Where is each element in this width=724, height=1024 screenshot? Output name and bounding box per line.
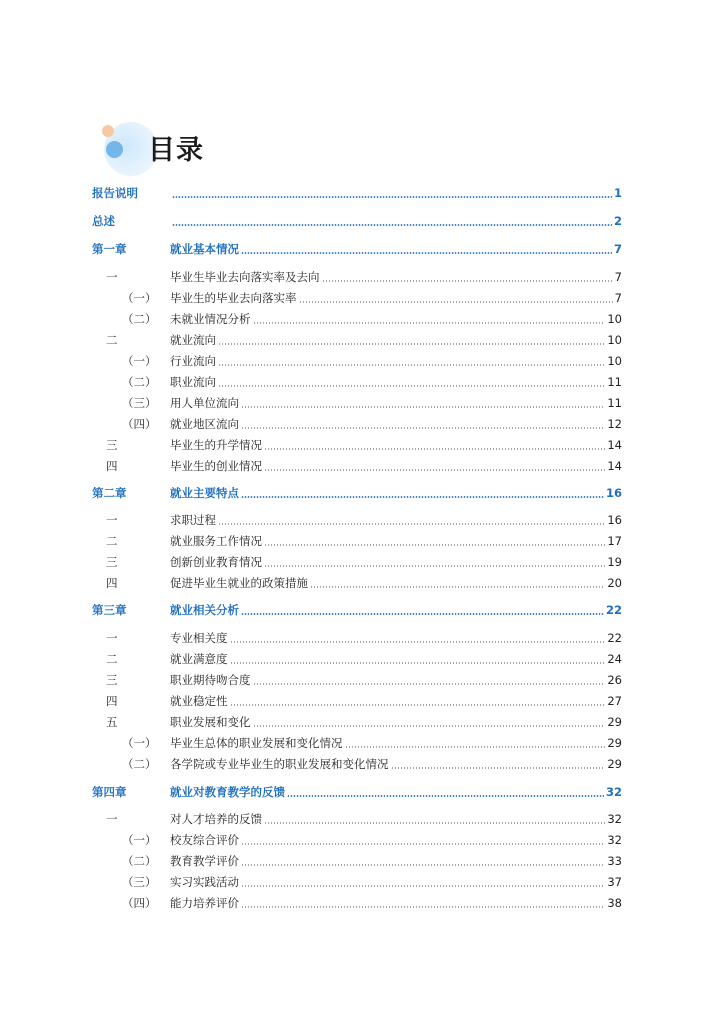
toc-page-number: 20: [607, 576, 622, 590]
toc-entry-number: （二）: [122, 854, 157, 868]
toc-entry-number: 一: [106, 513, 118, 527]
toc-page-number: 7: [614, 270, 622, 284]
toc-entry-number: 二: [106, 534, 118, 548]
toc-entry[interactable]: [0, 893, 724, 913]
toc-entry[interactable]: [0, 531, 724, 551]
toc-dot-leader: [264, 565, 605, 567]
toc-entry[interactable]: [0, 649, 724, 669]
toc-dot-leader: [241, 864, 605, 866]
toc-entry[interactable]: [0, 510, 724, 530]
toc-entry-number: 四: [106, 694, 118, 708]
toc-entry[interactable]: [0, 239, 724, 259]
toc-entry[interactable]: [0, 851, 724, 871]
toc-entry-title: 用人单位流向: [170, 396, 239, 410]
toc-entry[interactable]: [0, 552, 724, 572]
toc-entry-number: （一）: [122, 354, 157, 368]
toc-entry-title: 教育教学评价: [170, 854, 239, 868]
toc-dot-leader: [218, 523, 605, 525]
toc-entry-number: 一: [106, 270, 118, 284]
toc-dot-leader: [310, 586, 605, 588]
toc-entry-number: 三: [106, 438, 118, 452]
toc-dot-leader: [172, 224, 612, 226]
toc-entry-title: 就业主要特点: [170, 486, 239, 500]
toc-page-number: 10: [607, 312, 622, 326]
toc-page-number: 29: [607, 757, 622, 771]
toc-entry-number: （一）: [122, 736, 157, 750]
toc-dot-leader: [253, 725, 605, 727]
toc-entry-number: 报告说明: [92, 186, 138, 200]
toc-dot-leader: [241, 613, 604, 615]
toc-entry-number: 第四章: [92, 785, 127, 799]
toc-page-number: 2: [613, 214, 622, 228]
toc-entry-title: 校友综合评价: [170, 833, 239, 847]
toc-entry-number: 总述: [92, 214, 115, 228]
toc-entry-title: 毕业生毕业去向落实率及去向: [170, 270, 320, 284]
toc-entry-title: 实习实践活动: [170, 875, 239, 889]
toc-entry-number: 三: [106, 673, 118, 687]
toc-dot-leader: [391, 767, 605, 769]
toc-entry-title: 各学院或专业毕业生的职业发展和变化情况: [170, 757, 389, 771]
toc-entry[interactable]: [0, 782, 724, 802]
toc-dot-leader: [230, 641, 605, 643]
toc-dot-leader: [241, 406, 605, 408]
toc-entry[interactable]: [0, 211, 724, 231]
toc-entry-number: 三: [106, 555, 118, 569]
toc-dot-leader: [241, 906, 605, 908]
toc-dot-leader: [264, 822, 605, 824]
toc-entry[interactable]: [0, 309, 724, 329]
toc-dot-leader: [218, 343, 605, 345]
toc-entry[interactable]: [0, 830, 724, 850]
toc-entry[interactable]: [0, 330, 724, 350]
toc-entry-number: （二）: [122, 312, 157, 326]
toc-entry-title: 职业期待吻合度: [170, 673, 251, 687]
toc-entry-title: 职业发展和变化: [170, 715, 251, 729]
toc-entry-number: （二）: [122, 757, 157, 771]
toc-dot-leader: [218, 364, 605, 366]
toc-dot-leader: [218, 385, 605, 387]
toc-page-number: 22: [607, 631, 622, 645]
toc-page-number: 14: [607, 459, 622, 473]
toc-entry-title: 职业流向: [170, 375, 216, 389]
toc-dot-leader: [253, 683, 605, 685]
toc-entry-number: （二）: [122, 375, 157, 389]
toc-dot-leader: [241, 427, 605, 429]
toc-page-number: 10: [607, 333, 622, 347]
toc-page-number: 38: [607, 896, 622, 910]
toc-dot-leader: [322, 280, 613, 282]
toc-entry-number: 二: [106, 333, 118, 347]
toc-page-number: 33: [607, 854, 622, 868]
page-title: 目录: [148, 135, 204, 166]
toc-entry-number: 第二章: [92, 486, 127, 500]
toc-entry-number: 一: [106, 631, 118, 645]
toc-entry[interactable]: [0, 712, 724, 732]
toc-entry-title: 就业满意度: [170, 652, 228, 666]
toc-entry[interactable]: [0, 351, 724, 371]
toc-dot-leader: [287, 795, 604, 797]
toc-entry-title: 就业基本情况: [170, 242, 239, 256]
toc-entry-number: （三）: [122, 875, 157, 889]
toc-entry-number: （一）: [122, 291, 157, 305]
toc-page-number: 11: [607, 396, 622, 410]
toc-page-number: 12: [607, 417, 622, 431]
toc-entry[interactable]: [0, 183, 724, 203]
toc-entry-number: 四: [106, 459, 118, 473]
toc-dot-leader: [299, 301, 613, 303]
toc-dot-leader: [241, 885, 605, 887]
toc-entry-title: 就业稳定性: [170, 694, 228, 708]
toc-dot-leader: [241, 843, 605, 845]
toc-entry-title: 专业相关度: [170, 631, 228, 645]
toc-page-number: 7: [614, 291, 622, 305]
toc-entry-number: 四: [106, 576, 118, 590]
toc-dot-leader: [264, 469, 605, 471]
toc-entry-number: 第三章: [92, 603, 127, 617]
toc-entry[interactable]: [0, 288, 724, 308]
toc-page-number: 1: [613, 186, 622, 200]
toc-page-number: 24: [607, 652, 622, 666]
toc-dot-leader: [241, 496, 604, 498]
toc-page-number: 26: [607, 673, 622, 687]
toc-page-number: 19: [607, 555, 622, 569]
toc-dot-leader: [345, 746, 605, 748]
toc-page-number: 32: [607, 833, 622, 847]
toc-page-number: 16: [605, 486, 622, 500]
toc-page-number: 22: [605, 603, 622, 617]
toc-entry-title: 就业对教育教学的反馈: [170, 785, 285, 799]
toc-page-number: 16: [607, 513, 622, 527]
toc-dot-leader: [230, 704, 605, 706]
toc-entry-number: 一: [106, 812, 118, 826]
toc-entry[interactable]: [0, 754, 724, 774]
toc-entry[interactable]: [0, 628, 724, 648]
toc-entry-number: 二: [106, 652, 118, 666]
toc-page-number: 27: [607, 694, 622, 708]
toc-page-number: 32: [605, 785, 622, 799]
toc-entry[interactable]: [0, 872, 724, 892]
toc-entry-title: 求职过程: [170, 513, 216, 527]
toc-dot-leader: [264, 448, 605, 450]
toc-entry[interactable]: [0, 670, 724, 690]
toc-entry[interactable]: [0, 691, 724, 711]
toc-page-number: 29: [607, 715, 622, 729]
toc-entry[interactable]: [0, 573, 724, 593]
toc-entry-title: 就业地区流向: [170, 417, 239, 431]
toc-entry-title: 就业流向: [170, 333, 216, 347]
toc-page-number: 32: [607, 812, 622, 826]
toc-entry-number: （四）: [122, 896, 157, 910]
toc-entry-title: 促进毕业生就业的政策措施: [170, 576, 308, 590]
toc-entry-title: 对人才培养的反馈: [170, 812, 262, 826]
toc-entry[interactable]: [0, 600, 724, 620]
toc-entry-title: 创新创业教育情况: [170, 555, 262, 569]
toc-page-number: 10: [607, 354, 622, 368]
toc-page-number: 37: [607, 875, 622, 889]
toc-entry[interactable]: [0, 809, 724, 829]
toc-entry-title: 未就业情况分析: [170, 312, 251, 326]
toc-entry[interactable]: [0, 456, 724, 476]
toc-entry[interactable]: [0, 267, 724, 287]
toc-dot-leader: [241, 252, 612, 254]
toc-dot-leader: [230, 662, 605, 664]
toc-dot-leader: [172, 196, 612, 198]
toc-entry-title: 毕业生的升学情况: [170, 438, 262, 452]
toc-entry-title: 就业相关分析: [170, 603, 239, 617]
toc-entry-title: 能力培养评价: [170, 896, 239, 910]
toc-entry-number: 五: [106, 715, 118, 729]
toc-entry-title: 毕业生的毕业去向落实率: [170, 291, 297, 305]
toc-entry[interactable]: [0, 435, 724, 455]
toc-entry-number: 第一章: [92, 242, 127, 256]
toc-entry[interactable]: [0, 483, 724, 503]
toc-entry-title: 行业流向: [170, 354, 216, 368]
toc-entry[interactable]: [0, 733, 724, 753]
toc-dot-leader: [253, 322, 605, 324]
toc-entry-title: 毕业生总体的职业发展和变化情况: [170, 736, 343, 750]
toc-entry-number: （三）: [122, 396, 157, 410]
toc-dot-leader: [264, 544, 605, 546]
toc-entry[interactable]: [0, 372, 724, 392]
toc-entry[interactable]: [0, 393, 724, 413]
toc-page-number: 14: [607, 438, 622, 452]
toc-page-number: 11: [607, 375, 622, 389]
toc-entry-number: （四）: [122, 417, 157, 431]
toc-entry-title: 毕业生的创业情况: [170, 459, 262, 473]
toc-entry-title: 就业服务工作情况: [170, 534, 262, 548]
toc-page-number: 7: [613, 242, 622, 256]
toc-page-number: 29: [607, 736, 622, 750]
toc-page-number: 17: [607, 534, 622, 548]
toc-entry[interactable]: [0, 414, 724, 434]
toc-entry-number: （一）: [122, 833, 157, 847]
